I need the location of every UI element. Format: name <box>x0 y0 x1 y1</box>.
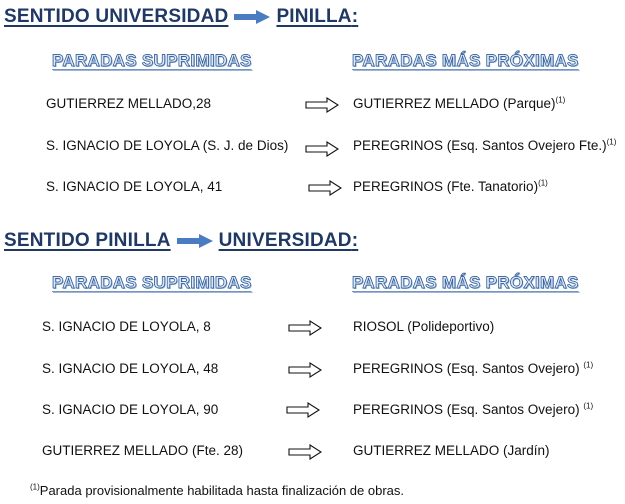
right-arrow-filled-icon <box>234 10 270 24</box>
section2-row3-suppressed-stop: S. IGNACIO DE LOYOLA, 90 <box>42 402 219 417</box>
section1-row3-footnote-ref: (1) <box>538 178 548 188</box>
section1-title-suffix: : <box>351 6 359 27</box>
section2-header-nearest: PARADAS MÁS PRÓXIMAS <box>352 273 579 292</box>
right-arrow-outline-icon <box>308 180 342 196</box>
section2-row4-suppressed-stop: GUTIERREZ MELLADO (Fte. 28) <box>42 443 244 458</box>
section1-row1-footnote-ref: (1) <box>555 95 566 105</box>
section1-title <box>4 6 358 28</box>
section2-row2-nearest-stop <box>353 361 593 376</box>
section2-row4-nearest-stop <box>353 443 550 458</box>
section1-row3-nearest-stop <box>353 179 548 194</box>
section2-title-suffix: : <box>351 230 359 251</box>
section1-row1-nearest-label: GUTIERREZ MELLADO (Parque) <box>353 96 556 111</box>
section2-row2-suppressed-stop: S. IGNACIO DE LOYOLA, 48 <box>42 361 219 376</box>
section1-title-from: SENTIDO UNIVERSIDAD <box>4 6 229 27</box>
section2-row1-suppressed-stop: S. IGNACIO DE LOYOLA, 8 <box>42 319 211 334</box>
right-arrow-outline-icon <box>288 320 322 336</box>
section2-row3-nearest-stop <box>353 402 593 417</box>
section2-row1-nearest-label: RIOSOL (Polideportivo) <box>353 319 495 334</box>
section1-row1-suppressed-stop: GUTIERREZ MELLADO,28 <box>46 96 212 111</box>
section1-header-suppressed: PARADAS SUPRIMIDAS <box>52 51 252 70</box>
right-arrow-outline-icon <box>288 444 322 460</box>
right-arrow-outline-icon <box>305 141 339 157</box>
section1-row3-suppressed-stop: S. IGNACIO DE LOYOLA, 41 <box>46 179 223 194</box>
section1-row2-footnote-ref: (1) <box>606 137 617 147</box>
section2-title-from: SENTIDO PINILLA <box>4 230 171 251</box>
right-arrow-outline-icon <box>286 402 320 418</box>
section2-row2-nearest-label: PEREGRINOS (Esq. Santos Ovejero) <box>353 361 584 376</box>
section2-row3-nearest-label: PEREGRINOS (Esq. Santos Ovejero) <box>353 402 584 417</box>
section1-row2-nearest-stop <box>353 138 616 153</box>
section1-title-to: PINILLA <box>276 6 352 27</box>
section2-row4-nearest-label: GUTIERREZ MELLADO (Jardín) <box>353 443 550 458</box>
section1-header-nearest: PARADAS MÁS PRÓXIMAS <box>352 51 579 70</box>
section2-title <box>4 230 358 252</box>
section1-row2-suppressed-stop: S. IGNACIO DE LOYOLA (S. J. de Dios) <box>46 138 289 153</box>
section2-row3-footnote-ref: (1) <box>583 401 594 411</box>
section2-row2-footnote-ref: (1) <box>583 360 594 370</box>
footnote <box>30 483 404 498</box>
section2-header-suppressed: PARADAS SUPRIMIDAS <box>52 273 252 292</box>
right-arrow-outline-icon <box>288 362 322 378</box>
section1-row3-nearest-label: PEREGRINOS (Fte. Tanatorio) <box>353 179 539 194</box>
footnote-marker: (1) <box>30 482 40 492</box>
section1-row1-nearest-stop <box>353 96 565 111</box>
footnote-text: Parada provisionalmente habilitada hasta finalización de obras. <box>39 483 405 498</box>
right-arrow-outline-icon <box>305 97 339 113</box>
section2-title-to: UNIVERSIDAD <box>218 230 352 251</box>
section1-row2-nearest-label: PEREGRINOS (Esq. Santos Ovejero Fte.) <box>353 138 607 153</box>
section2-row1-nearest-stop <box>353 319 494 334</box>
right-arrow-filled-icon <box>177 234 213 248</box>
